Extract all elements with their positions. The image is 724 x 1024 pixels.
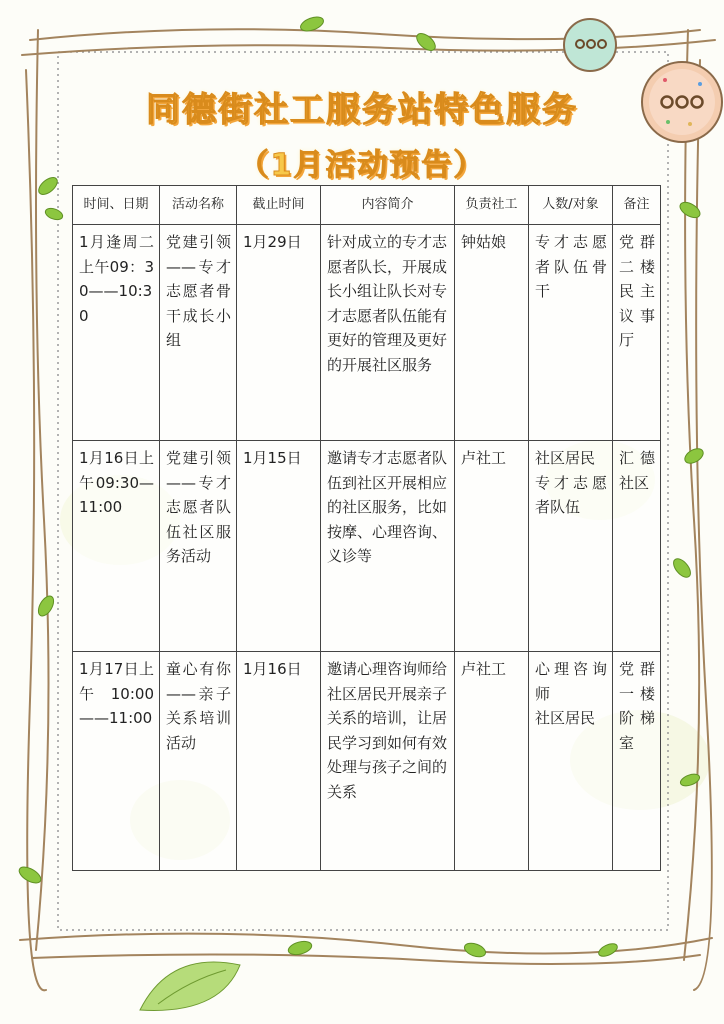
header-content: 内容简介 (321, 186, 455, 225)
header-time: 时间、日期 (73, 186, 160, 225)
page-subtitle: （1月活动预告） (238, 148, 486, 183)
cell-note: 汇德社区 (613, 441, 661, 652)
header-worker: 负责社工 (455, 186, 529, 225)
cell-activity-name: 童心有你——亲子关系培训活动 (160, 652, 237, 871)
cell-note: 党群二楼民主议事厅 (613, 225, 661, 441)
header-note: 备注 (613, 186, 661, 225)
table-row (73, 441, 661, 652)
cell-target (529, 441, 613, 652)
target-line: 心理咨询师 (535, 660, 607, 703)
cell-deadline: 1月29日 (237, 225, 321, 441)
cell-target (529, 652, 613, 871)
target-line: 社区居民 (535, 709, 596, 727)
target-line: 专才志愿者队伍 (535, 473, 607, 516)
cell-worker: 钟姑娘 (455, 225, 529, 441)
cell-content: 邀请专才志愿者队伍到社区开展相应的社区服务，比如按摩、心理咨询、义诊等 (321, 441, 455, 652)
cell-time: 1月17日上午10:00——11:00 (73, 652, 160, 871)
cell-deadline: 1月16日 (237, 652, 321, 871)
cell-worker: 卢社工 (455, 441, 529, 652)
cell-deadline: 1月15日 (237, 441, 321, 652)
page-title: 同德街社工服务站特色服务 (146, 90, 578, 130)
target-line: 社区居民 (535, 449, 596, 467)
cell-worker: 卢社工 (455, 652, 529, 871)
cell-time: 1月16日上午09:30—11:00 (73, 441, 160, 652)
cell-activity-name: 党建引领——专才志愿者骨干成长小组 (160, 225, 237, 441)
table-header-row (73, 186, 661, 225)
cell-note: 党群一楼阶梯室 (613, 652, 661, 871)
header-target: 人数/对象 (529, 186, 613, 225)
cell-content: 针对成立的专才志愿者队长，开展成长小组让队长对专才志愿者队伍能有更好的管理及更好的开展社区服务 (321, 225, 455, 441)
cell-time: 1月逢周二上午09：30——10:30 (73, 225, 160, 441)
cell-content: 邀请心理咨询师给社区居民开展亲子关系的培训，让居民学习到如何有效处理与孩子之间的关系 (321, 652, 455, 871)
activity-table (72, 185, 661, 871)
header-deadline: 截止时间 (237, 186, 321, 225)
cell-target: 专才志愿者队伍骨干 (529, 225, 613, 441)
cell-activity-name: 党建引领——专才志愿者队伍社区服务活动 (160, 441, 237, 652)
table-row (73, 652, 661, 871)
header-activity-name: 活动名称 (160, 186, 237, 225)
table-row (73, 225, 661, 441)
